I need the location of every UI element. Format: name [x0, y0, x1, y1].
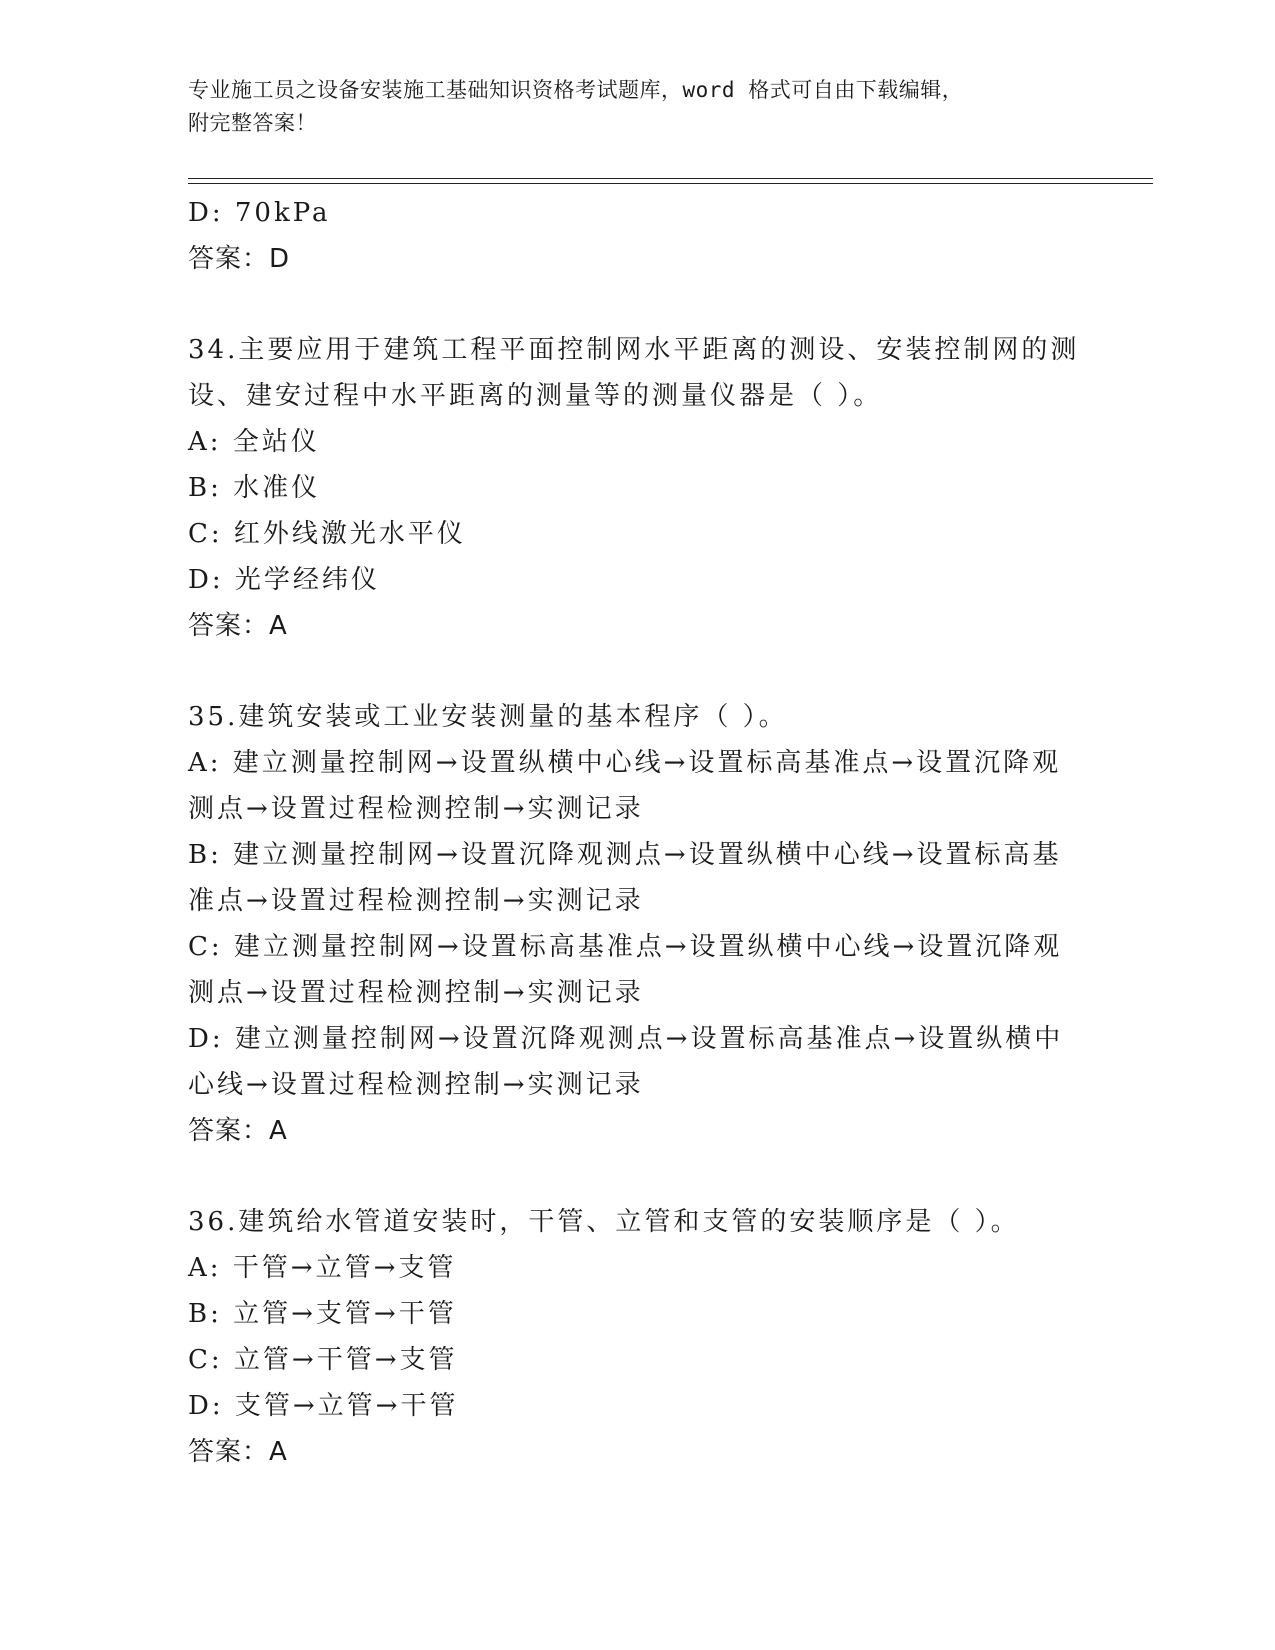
- option-c: C: 红外线激光水平仪: [188, 519, 466, 549]
- option-d: D: 支管→立管→干管: [188, 1391, 459, 1421]
- answer-line: 答案：A: [188, 1116, 288, 1146]
- option-b: B: 水准仪: [188, 473, 321, 503]
- question-35: [188, 694, 1088, 1154]
- option-b-cont: 准点→设置过程检测控制→实测记录: [188, 886, 644, 916]
- header-line-1: 专业施工员之设备安装施工基础知识资格考试题库，word 格式可自由下载编辑，: [188, 78, 964, 102]
- question-stem: 35.建筑安装或工业安装测量的基本程序（ ）。: [188, 702, 788, 732]
- option-a: A: 全站仪: [188, 427, 320, 457]
- option-c-cont: 测点→设置过程检测控制→实测记录: [188, 978, 644, 1008]
- option-c: C: 建立测量控制网→设置标高基准点→设置纵横中心线→设置沉降观: [188, 932, 1063, 962]
- header-line-2: 附完整答案！: [188, 111, 317, 135]
- header-divider-bottom: [188, 183, 1153, 184]
- prev-question: [188, 190, 1088, 282]
- question-36: [188, 1199, 1088, 1475]
- option-d-cont: 心线→设置过程检测控制→实测记录: [188, 1070, 644, 1100]
- answer-line: 答案：D: [188, 244, 291, 274]
- option-d: D: 建立测量控制网→设置沉降观测点→设置标高基准点→设置纵横中: [188, 1024, 1064, 1054]
- question-list: [188, 190, 1088, 1475]
- question-stem: 34.主要应用于建筑工程平面控制网水平距离的测设、安装控制网的测: [188, 335, 1080, 365]
- question-stem: 36.建筑给水管道安装时，干管、立管和支管的安装顺序是（ ）。: [188, 1207, 1020, 1237]
- option-c: C: 立管→干管→支管: [188, 1345, 458, 1375]
- option-b: B: 建立测量控制网→设置沉降观测点→设置纵横中心线→设置标高基: [188, 840, 1062, 870]
- answer-line: 答案：A: [188, 611, 288, 641]
- document-header: [188, 74, 1088, 140]
- option-a-cont: 测点→设置过程检测控制→实测记录: [188, 794, 644, 824]
- option-a: A: 干管→立管→支管: [188, 1253, 457, 1283]
- option-d: D: 光学经纬仪: [188, 565, 380, 595]
- answer-line: 答案：A: [188, 1437, 288, 1467]
- option-b: B: 立管→支管→干管: [188, 1299, 457, 1329]
- option-d: D: 70kPa: [188, 198, 331, 228]
- option-a: A: 建立测量控制网→设置纵横中心线→设置标高基准点→设置沉降观: [188, 748, 1062, 778]
- question-34: [188, 327, 1088, 649]
- header-divider-top: [188, 178, 1153, 179]
- question-stem-cont: 设、建安过程中水平距离的测量等的测量仪器是（ ）。: [188, 381, 883, 411]
